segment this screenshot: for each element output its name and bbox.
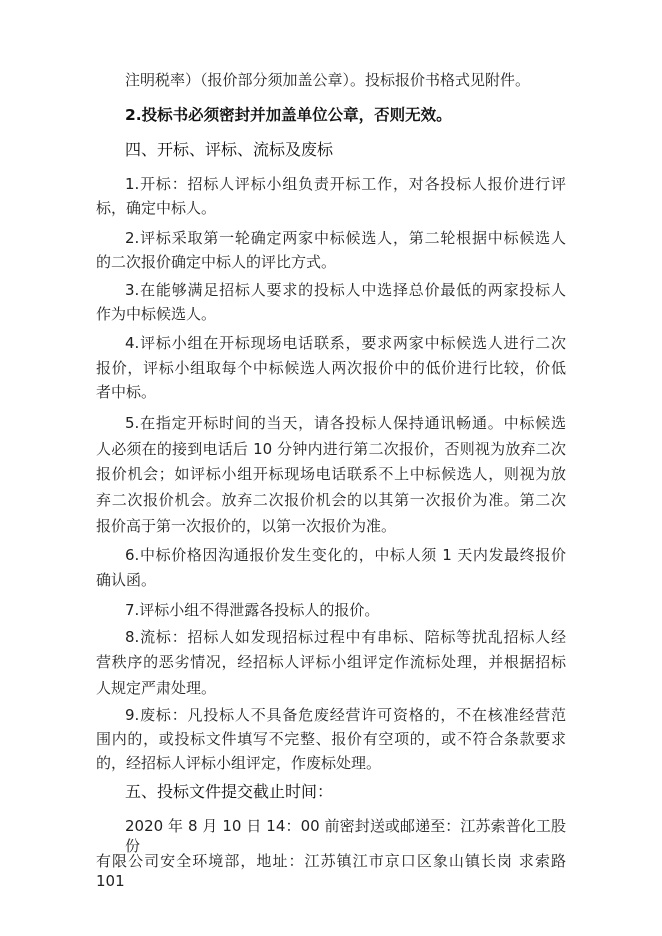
paragraph-line: 1.开标：招标人评标小组负责开标工作，对各投标人报价进行评 [125,175,566,193]
section-heading: 五、投标文件提交截止时间： [125,782,334,801]
paragraph-line: 营秩序的恶劣情况，经招标人评标小组评定作流标处理，并根据招标 [96,653,566,671]
paragraph-line: 报价，评标小组取每个中标候选人两次报价中的低价进行比较，价低 [96,359,566,377]
paragraph-line: 弃二次报价机会。放弃二次报价机会的以其第一次报价为准。第二次 [96,491,566,509]
paragraph-line: 作为中标候选人。 [96,305,217,323]
paragraph-line: 8.流标：招标人如发现招标过程中有串标、陪标等扰乱招标人经 [125,628,566,646]
paragraph-line: 人必须在的接到电话后 10 分钟内进行第二次报价，否则视为放弃二次 [96,440,566,458]
paragraph-line: 6.中标价格因沟通报价发生变化的，中标人须 1 天内发最终报价 [125,546,566,564]
section-heading: 四、开标、评标、流标及废标 [125,140,334,159]
paragraph-line: 9.废标：凡投标人不具备危废经营许可资格的，不在核准经营范 [125,706,566,724]
paragraph-line: 报价机会；如评标小组开标现场电话联系不上中标候选人，则视为放 [96,465,566,483]
paragraph-line: 2.评标采取第一轮确定两家中标候选人，第二轮根据中标候选人 [125,229,566,247]
paragraph-line: 3.在能够满足招标人要求的投标人中选择总价最低的两家投标人 [125,281,566,299]
paragraph-line: 标，确定中标人。 [96,199,217,217]
paragraph-line: 者中标。 [96,383,157,401]
paragraph-line: 注明税率）（报价部分须加盖公章）。投标报价书格式见附件。 [125,71,531,89]
paragraph-line: 5.在指定开标时间的当天，请各投标人保持通讯畅通。中标候选 [125,414,566,432]
paragraph-line: 4.评标小组在开标现场电话联系，要求两家中标候选人进行二次 [125,334,566,352]
paragraph-line: 的二次报价确定中标人的评比方式。 [96,253,337,271]
paragraph-line: 有限公司安全环境部，地址：江苏镇江市京口区象山镇长岗 求索路 101 [96,852,566,890]
paragraph-line: 的，经招标人评标小组评定，作废标处理。 [96,754,382,772]
paragraph-line: 围内的，或投标文件填写不完整、报价有空项的，或不符合条款要求 [96,730,566,748]
paragraph-line: 确认函。 [96,571,157,589]
paragraph-line: 人规定严肃处理。 [96,679,217,697]
paragraph-line: 报价高于第一次报价的，以第一次报价为准。 [96,517,397,535]
bold-statement-line: 2.投标书必须密封并加盖单位公章，否则无效。 [125,106,452,124]
paragraph-line: 2020 年 8 月 10 日 14：00 前密封送或邮递至：江苏索普化工股份 [125,817,566,855]
paragraph-line: 7.评标小组不得泄露各投标人的报价。 [125,601,380,619]
